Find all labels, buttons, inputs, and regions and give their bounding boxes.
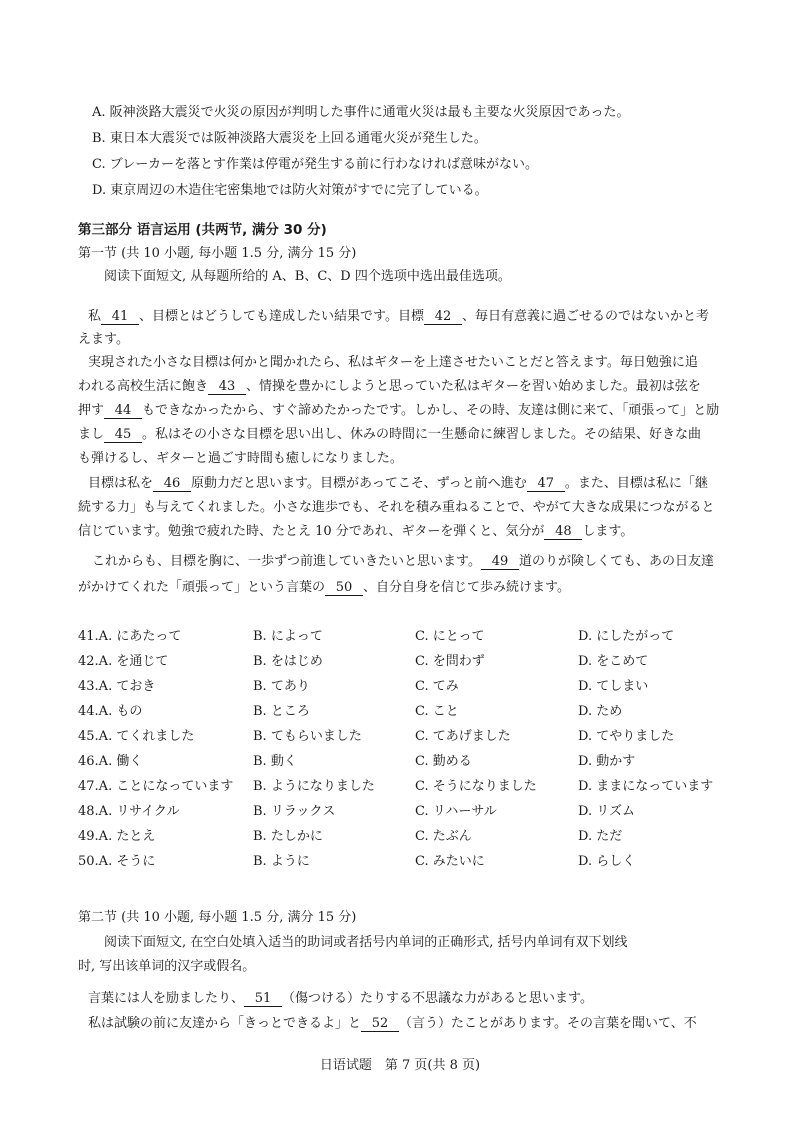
option-42-d[interactable]: D. をこめて	[578, 654, 649, 669]
option-45-c[interactable]: C. てあげました	[415, 729, 511, 744]
option-50-a[interactable]: 50.A. そうに	[78, 854, 156, 869]
option-49-a[interactable]: 49.A. たとえ	[78, 829, 156, 844]
passage-line: も弾けるし、ギターと過ごす時間も癒しになりました。	[78, 451, 403, 466]
page-footer: 日语试题 第 7 页(共 8 页)	[319, 1058, 481, 1073]
option-46-d[interactable]: D. 動かす	[578, 754, 636, 769]
top-option-c: C. ブレーカーを落とす作業は停電が発生する前に行わなければ意味がない。	[92, 157, 538, 172]
option-41-a[interactable]: 41.A. にあたって	[78, 629, 182, 644]
passage-line: 実現された小さな目標は何かと聞かれたら、私はギターを上達させたいことだと答えます。毎日勉強に追	[88, 355, 698, 370]
top-option-d: D. 東京周辺の木造住宅密集地では防火対策がすでに完了している。	[92, 183, 488, 198]
blank-44[interactable]: 44	[104, 403, 142, 419]
option-44-c[interactable]: C. こと	[415, 704, 459, 719]
option-42-c[interactable]: C. を問わず	[415, 654, 485, 669]
option-45-a[interactable]: 45.A. てくれました	[78, 729, 195, 744]
passage-line: がかけてくれた「頑張って」という言葉の 50 、自分自身を信じて歩み続けます。	[78, 580, 570, 595]
option-47-a[interactable]: 47.A. ことになっています	[78, 779, 234, 794]
option-48-b[interactable]: B. リラックス	[253, 804, 336, 819]
passage-line: 言葉には人を励ましたり、 51 （傷つける）たりする不思議な力があると思います。	[88, 991, 593, 1006]
top-option-a: A. 阪神淡路大震災で火災の原因が判明した事件に通電火災は最も主要な火災原因であった。	[92, 105, 630, 120]
blank-45[interactable]: 45	[104, 427, 142, 443]
option-50-b[interactable]: B. ように	[253, 854, 310, 869]
option-49-c[interactable]: C. たぶん	[415, 829, 472, 844]
option-47-d[interactable]: D. ままになっています	[578, 779, 714, 794]
option-48-d[interactable]: D. リズム	[578, 804, 635, 819]
option-41-d[interactable]: D. にしたがって	[578, 629, 675, 644]
option-44-b[interactable]: B. ところ	[253, 704, 310, 719]
option-46-c[interactable]: C. 勤める	[415, 754, 472, 769]
passage-line: われる高校生活に飽き 43 、情操を豊かにしようと思っていた私はギターを習い始めました。最初は弦を	[78, 379, 701, 394]
passage-line: 信じています。勉強で疲れた時、たとえ 10 分であれ、ギターを弾くと、気分が 48 します。	[78, 524, 634, 539]
option-47-c[interactable]: C. そうになりました	[415, 779, 537, 794]
blank-52[interactable]: 52	[361, 1016, 399, 1032]
option-45-d[interactable]: D. てやりました	[578, 729, 675, 744]
passage-line: まし 45 。私はその小さな目標を思い出し、休みの時間に一生懸命に練習しました。その結果、好きな曲	[78, 427, 702, 442]
passage-line: 私 41 、目標とはどうしても達成したい結果です。目標 42 、毎日有意義に過ごせるのではないかと考	[88, 309, 709, 324]
option-41-b[interactable]: B. によって	[253, 629, 323, 644]
blank-49[interactable]: 49	[481, 554, 519, 570]
option-50-d[interactable]: D. らしく	[578, 854, 636, 869]
blank-47[interactable]: 47	[527, 476, 565, 492]
option-41-c[interactable]: C. にとって	[415, 629, 485, 644]
option-43-d[interactable]: D. てしまい	[578, 679, 649, 694]
passage-line: えます。	[78, 332, 129, 347]
passage-line: 続する力」も与えてくれました。小さな進歩でも、それを積み重ねることで、やがて大きな成果につながると	[78, 500, 715, 515]
blank-48[interactable]: 48	[544, 524, 582, 540]
blank-41[interactable]: 41	[101, 309, 139, 325]
blank-42[interactable]: 42	[424, 309, 462, 325]
passage-line: 私は試験の前に友達から「きっとできるよ」と 52 （言う）たことがあります。その言葉を聞いて、不	[88, 1016, 697, 1031]
option-48-a[interactable]: 48.A. リサイクル	[78, 804, 180, 819]
option-46-b[interactable]: B. 動く	[253, 754, 297, 769]
section2-instruction: 时, 写出该单词的汉字或假名。	[78, 959, 256, 974]
option-47-b[interactable]: B. ようになりました	[253, 779, 375, 794]
blank-46[interactable]: 46	[153, 476, 191, 492]
section1-instruction: 阅读下面短文, 从每题所给的 A、B、C、D 四个选项中选出最佳选项。	[104, 269, 511, 284]
blank-50[interactable]: 50	[325, 580, 363, 596]
part3-title: 第三部分 语言运用 (共两节, 满分 30 分)	[78, 222, 327, 238]
option-42-a[interactable]: 42.A. を通じて	[78, 654, 169, 669]
option-50-c[interactable]: C. みたいに	[415, 854, 485, 869]
option-45-b[interactable]: B. てもらいました	[253, 729, 362, 744]
option-49-b[interactable]: B. たしかに	[253, 829, 323, 844]
section2-instruction: 阅读下面短文, 在空白处填入适当的助词或者括号内单词的正确形式, 括号内单词有双下划线	[104, 935, 628, 950]
option-46-a[interactable]: 46.A. 働く	[78, 754, 143, 769]
section2-title: 第二节 (共 10 小题, 每小题 1.5 分, 满分 15 分)	[78, 910, 357, 925]
option-43-c[interactable]: C. てみ	[415, 679, 459, 694]
section1-title: 第一节 (共 10 小题, 每小题 1.5 分, 满分 15 分)	[78, 246, 357, 261]
option-44-d[interactable]: D. ため	[578, 704, 623, 719]
option-44-a[interactable]: 44.A. もの	[78, 704, 143, 719]
option-42-b[interactable]: B. をはじめ	[253, 654, 323, 669]
passage-line: これからも、目標を胸に、一歩ずつ前進していきたいと思います。 49 道のりが険しくても、あの日友達	[92, 554, 714, 569]
option-49-d[interactable]: D. ただ	[578, 829, 623, 844]
top-option-b: B. 東日本大震災では阪神淡路大震災を上回る通電火災が発生した。	[92, 131, 487, 146]
option-43-b[interactable]: B. てあり	[253, 679, 310, 694]
blank-51[interactable]: 51	[244, 991, 282, 1007]
passage-line: 目標は私を 46 原動力だと思います。目標があってこそ、ずっと前へ進む 47 。また、目標は私に「継	[88, 476, 708, 491]
option-48-c[interactable]: C. リハーサル	[415, 804, 497, 819]
option-43-a[interactable]: 43.A. ておき	[78, 679, 156, 694]
passage-line: 押す 44 もできなかったから、すぐ諦めたかったです。しかし、その時、友達は側に来て、「頑張って」と励	[78, 403, 720, 418]
blank-43[interactable]: 43	[208, 379, 246, 395]
